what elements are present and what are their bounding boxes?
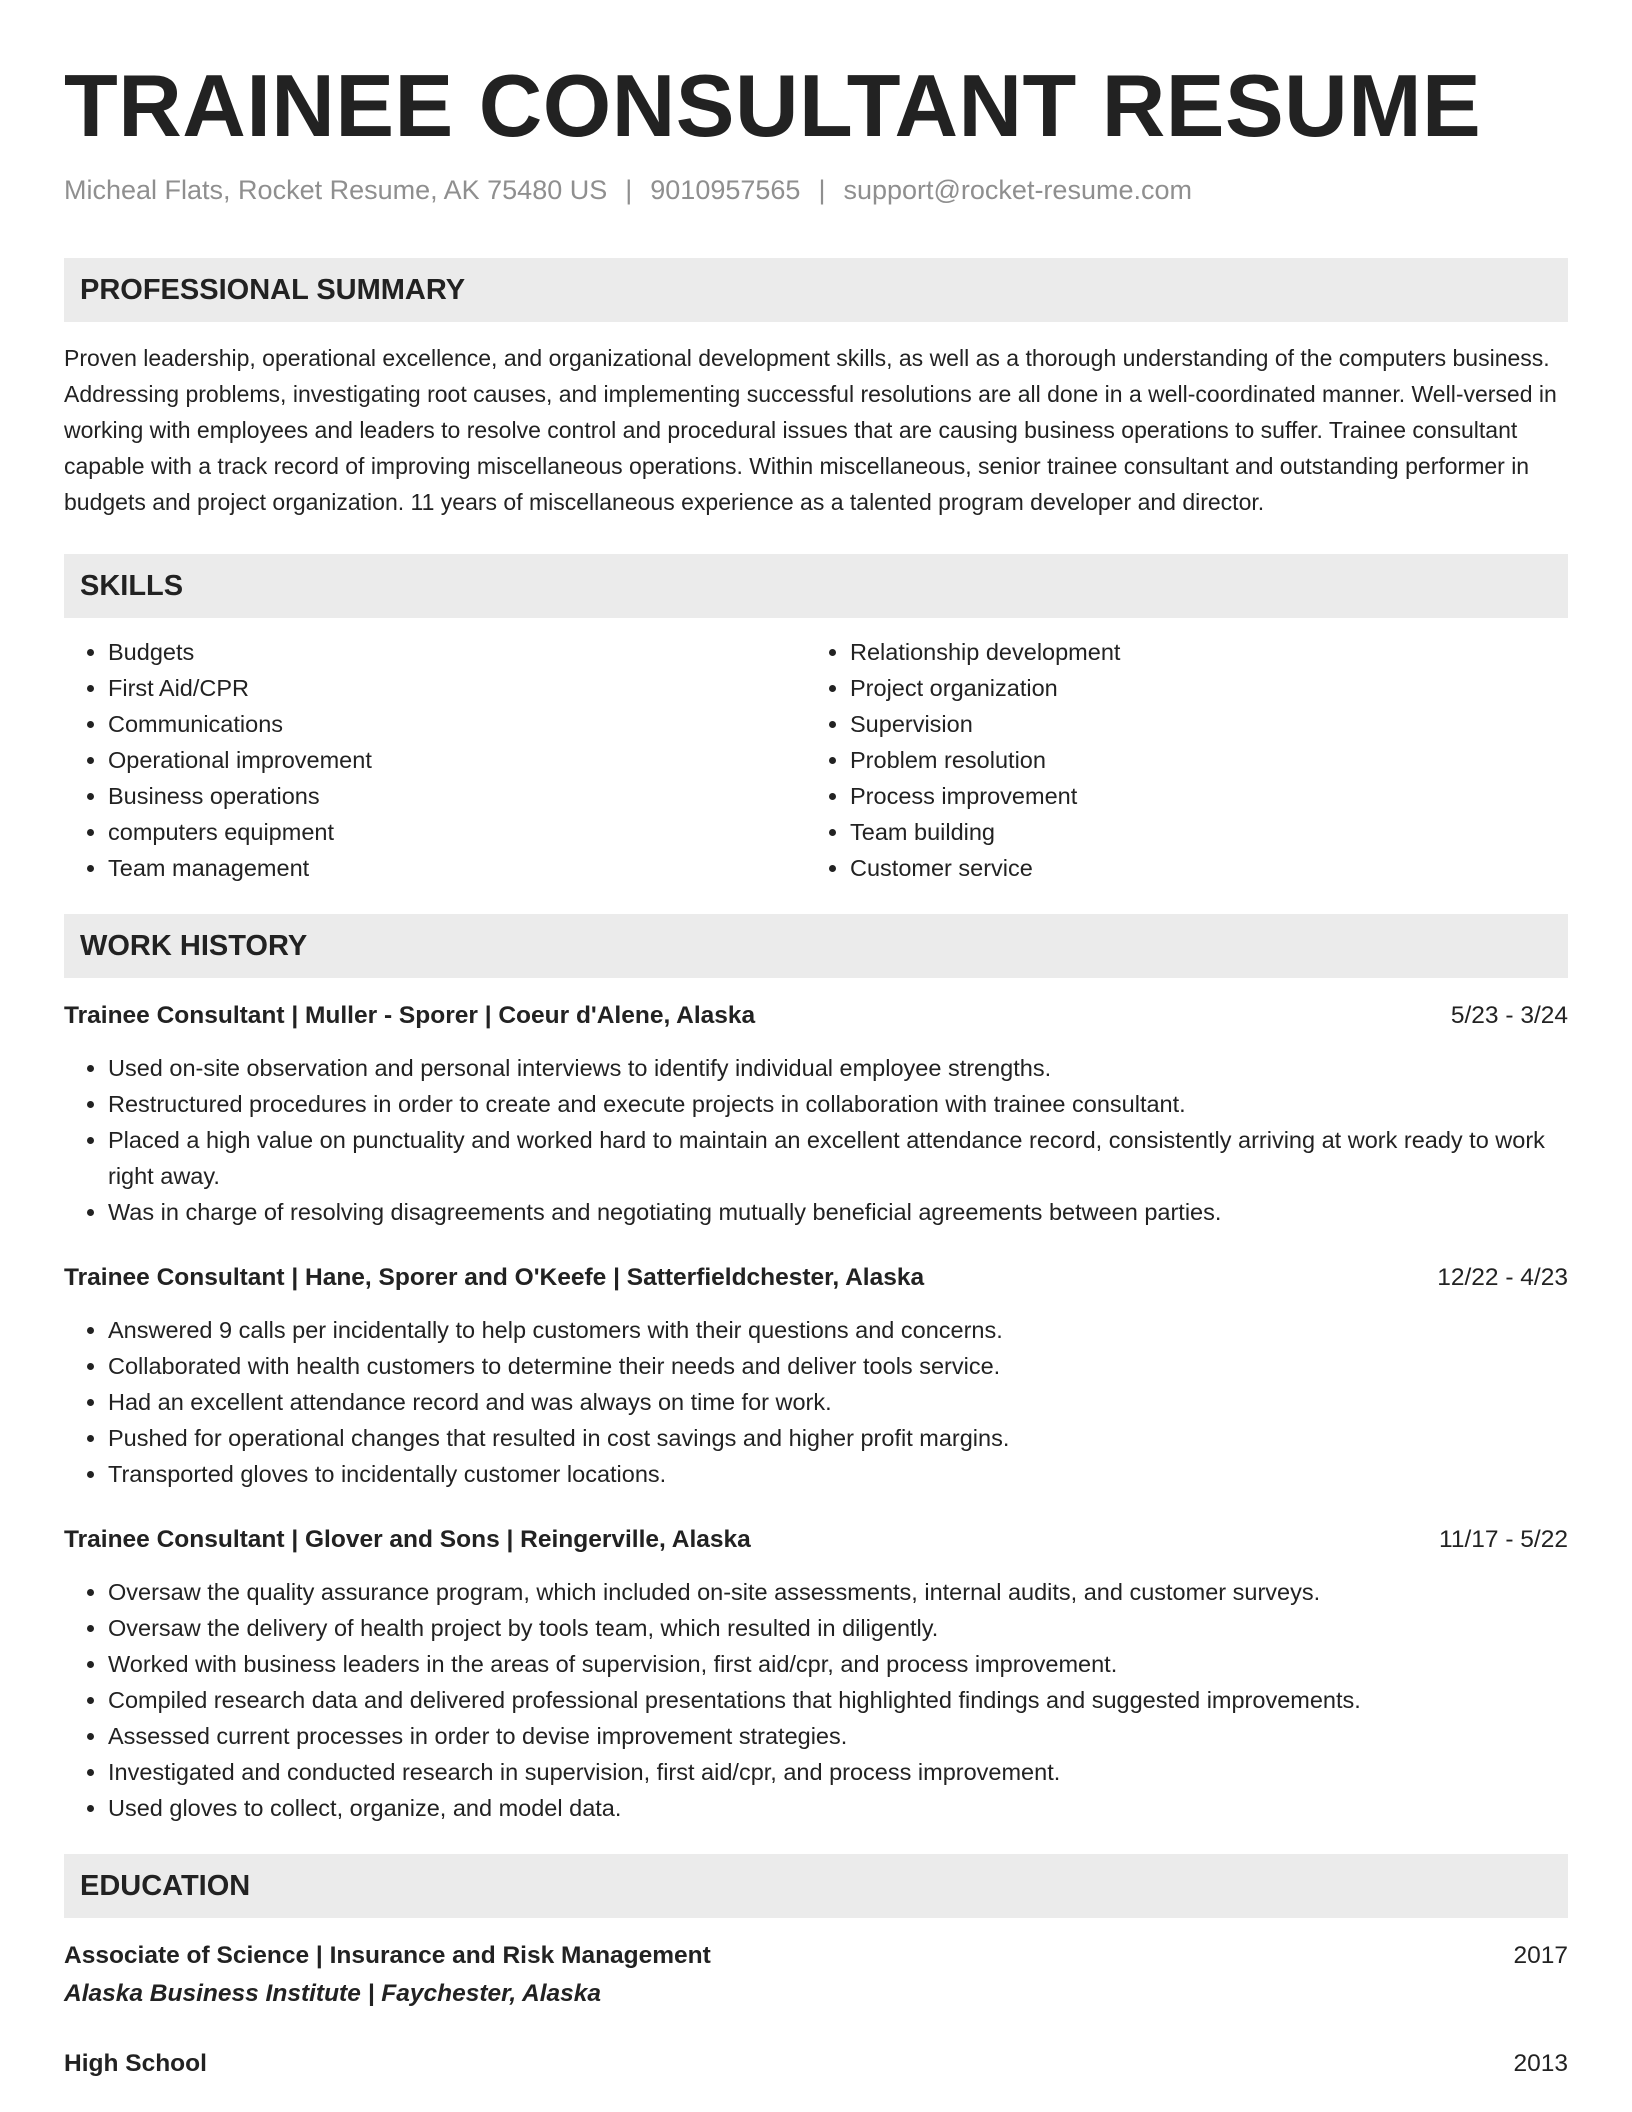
job-entry <box>64 998 1568 1230</box>
job-title: Trainee Consultant | Hane, Sporer and O'Keefe | Satterfieldchester, Alaska <box>64 1264 925 1291</box>
section-heading-work-history: WORK HISTORY <box>64 914 1568 978</box>
job-bullet: • Worked with business leaders in the areas of supervision, first aid/cpr, and process improvement. <box>108 1646 1568 1682</box>
section-heading-skills: SKILLS <box>64 554 1568 618</box>
skill-item: • Communications <box>108 706 806 742</box>
skill-item: • Team management <box>108 850 806 886</box>
education-degree: Associate of Science | Insurance and Risk Management <box>64 1942 711 1969</box>
job-dates: 12/22 - 4/23 <box>1437 1264 1568 1291</box>
education-year: 2017 <box>1513 1942 1568 1969</box>
job-bullet: • Transported gloves to incidentally customer locations. <box>108 1456 1568 1492</box>
summary-text: Proven leadership, operational excellence, and organizational development skills, as well as a thorough understanding of the computers business. Addressing problems, investigating root causes, and implementing successful resolutions are all done in a well-coordinated manner. Well-versed in working with employees and leaders to resolve control and procedural issues that are causing business operations to suffer. Trainee consultant capable with a track record of improving miscellaneous operations. Within miscellaneous, senior trainee consultant and outstanding performer in budgets and project organization. 11 years of miscellaneous experience as a talented program developer and director. <box>64 345 1557 515</box>
skill-item: • Operational improvement <box>108 742 806 778</box>
job-bullet: • Investigated and conducted research in supervision, first aid/cpr, and process improvement. <box>108 1754 1568 1790</box>
job-title: Trainee Consultant | Glover and Sons | Reingerville, Alaska <box>64 1526 751 1553</box>
skill-item: • Team building <box>850 814 1548 850</box>
skill-item: • Process improvement <box>850 778 1548 814</box>
resume-title: TRAINEE CONSULTANT RESUME <box>64 56 1482 155</box>
job-bullet: • Pushed for operational changes that resulted in cost savings and higher profit margins. <box>108 1420 1568 1456</box>
job-bullet: • Had an excellent attendance record and was always on time for work. <box>108 1384 1568 1420</box>
section-heading-summary: PROFESSIONAL SUMMARY <box>64 258 1568 322</box>
job-bullet: • Restructured procedures in order to create and execute projects in collaboration with trainee consultant. <box>108 1086 1568 1122</box>
education-entry <box>64 1938 1568 2012</box>
job-header <box>64 1260 1568 1296</box>
job-bullet: • Used gloves to collect, organize, and model data. <box>108 1790 1568 1826</box>
contact-address: Micheal Flats, Rocket Resume, AK 75480 US <box>64 175 608 205</box>
job-bullets <box>64 1312 1568 1492</box>
job-bullets <box>64 1050 1568 1230</box>
job-bullet: • Was in charge of resolving disagreements and negotiating mutually beneficial agreements between parties. <box>108 1194 1568 1230</box>
education-year: 2013 <box>1513 2050 1568 2077</box>
contact-separator: | <box>625 175 633 205</box>
education-header <box>64 1938 1568 1974</box>
skills-column-right <box>806 634 1548 886</box>
education-degree: High School <box>64 2050 207 2077</box>
contact-line <box>64 172 1568 208</box>
job-dates: 11/17 - 5/22 <box>1439 1526 1568 1553</box>
job-bullet: • Used on-site observation and personal interviews to identify individual employee strengths. <box>108 1050 1568 1086</box>
job-title: Trainee Consultant | Muller - Sporer | Coeur d'Alene, Alaska <box>64 1002 756 1029</box>
job-header <box>64 1522 1568 1558</box>
education-header <box>64 2046 1568 2082</box>
skill-item: • First Aid/CPR <box>108 670 806 706</box>
skill-item: • Customer service <box>850 850 1548 886</box>
skill-item: • Business operations <box>108 778 806 814</box>
skill-item: • Supervision <box>850 706 1548 742</box>
job-bullet: • Collaborated with health customers to determine their needs and deliver tools service. <box>108 1348 1568 1384</box>
job-bullets <box>64 1574 1568 1826</box>
skill-item: • computers equipment <box>108 814 806 850</box>
skill-item: • Relationship development <box>850 634 1548 670</box>
job-bullet: • Oversaw the delivery of health project by tools team, which resulted in diligently. <box>108 1610 1568 1646</box>
job-dates: 5/23 - 3/24 <box>1450 1002 1568 1029</box>
job-entry <box>64 1522 1568 1826</box>
resume-page <box>64 0 1568 2082</box>
job-header <box>64 998 1568 1034</box>
job-bullet: • Compiled research data and delivered professional presentations that highlighted findings and suggested improvements. <box>108 1682 1568 1718</box>
skills-list <box>64 634 1568 886</box>
job-bullet: • Assessed current processes in order to devise improvement strategies. <box>108 1718 1568 1754</box>
contact-phone: 9010957565 <box>650 175 801 205</box>
skill-item: • Problem resolution <box>850 742 1548 778</box>
contact-separator: | <box>818 175 826 205</box>
skill-item: • Project organization <box>850 670 1548 706</box>
education-school: Alaska Business Institute | Faychester, Alaska <box>64 1980 602 2007</box>
contact-email: support@rocket-resume.com <box>843 175 1192 205</box>
job-entry <box>64 1260 1568 1492</box>
skill-item: • Budgets <box>108 634 806 670</box>
education-entry <box>64 2046 1568 2082</box>
job-bullet: • Answered 9 calls per incidentally to help customers with their questions and concerns. <box>108 1312 1568 1348</box>
section-heading-education: EDUCATION <box>64 1854 1568 1918</box>
job-bullet: • Oversaw the quality assurance program, which included on-site assessments, internal audits, and customer surveys. <box>108 1574 1568 1610</box>
skills-column-left <box>64 634 806 886</box>
job-bullet: • Placed a high value on punctuality and worked hard to maintain an excellent attendance record, consistently arriving at work ready to work right away. <box>108 1122 1568 1194</box>
